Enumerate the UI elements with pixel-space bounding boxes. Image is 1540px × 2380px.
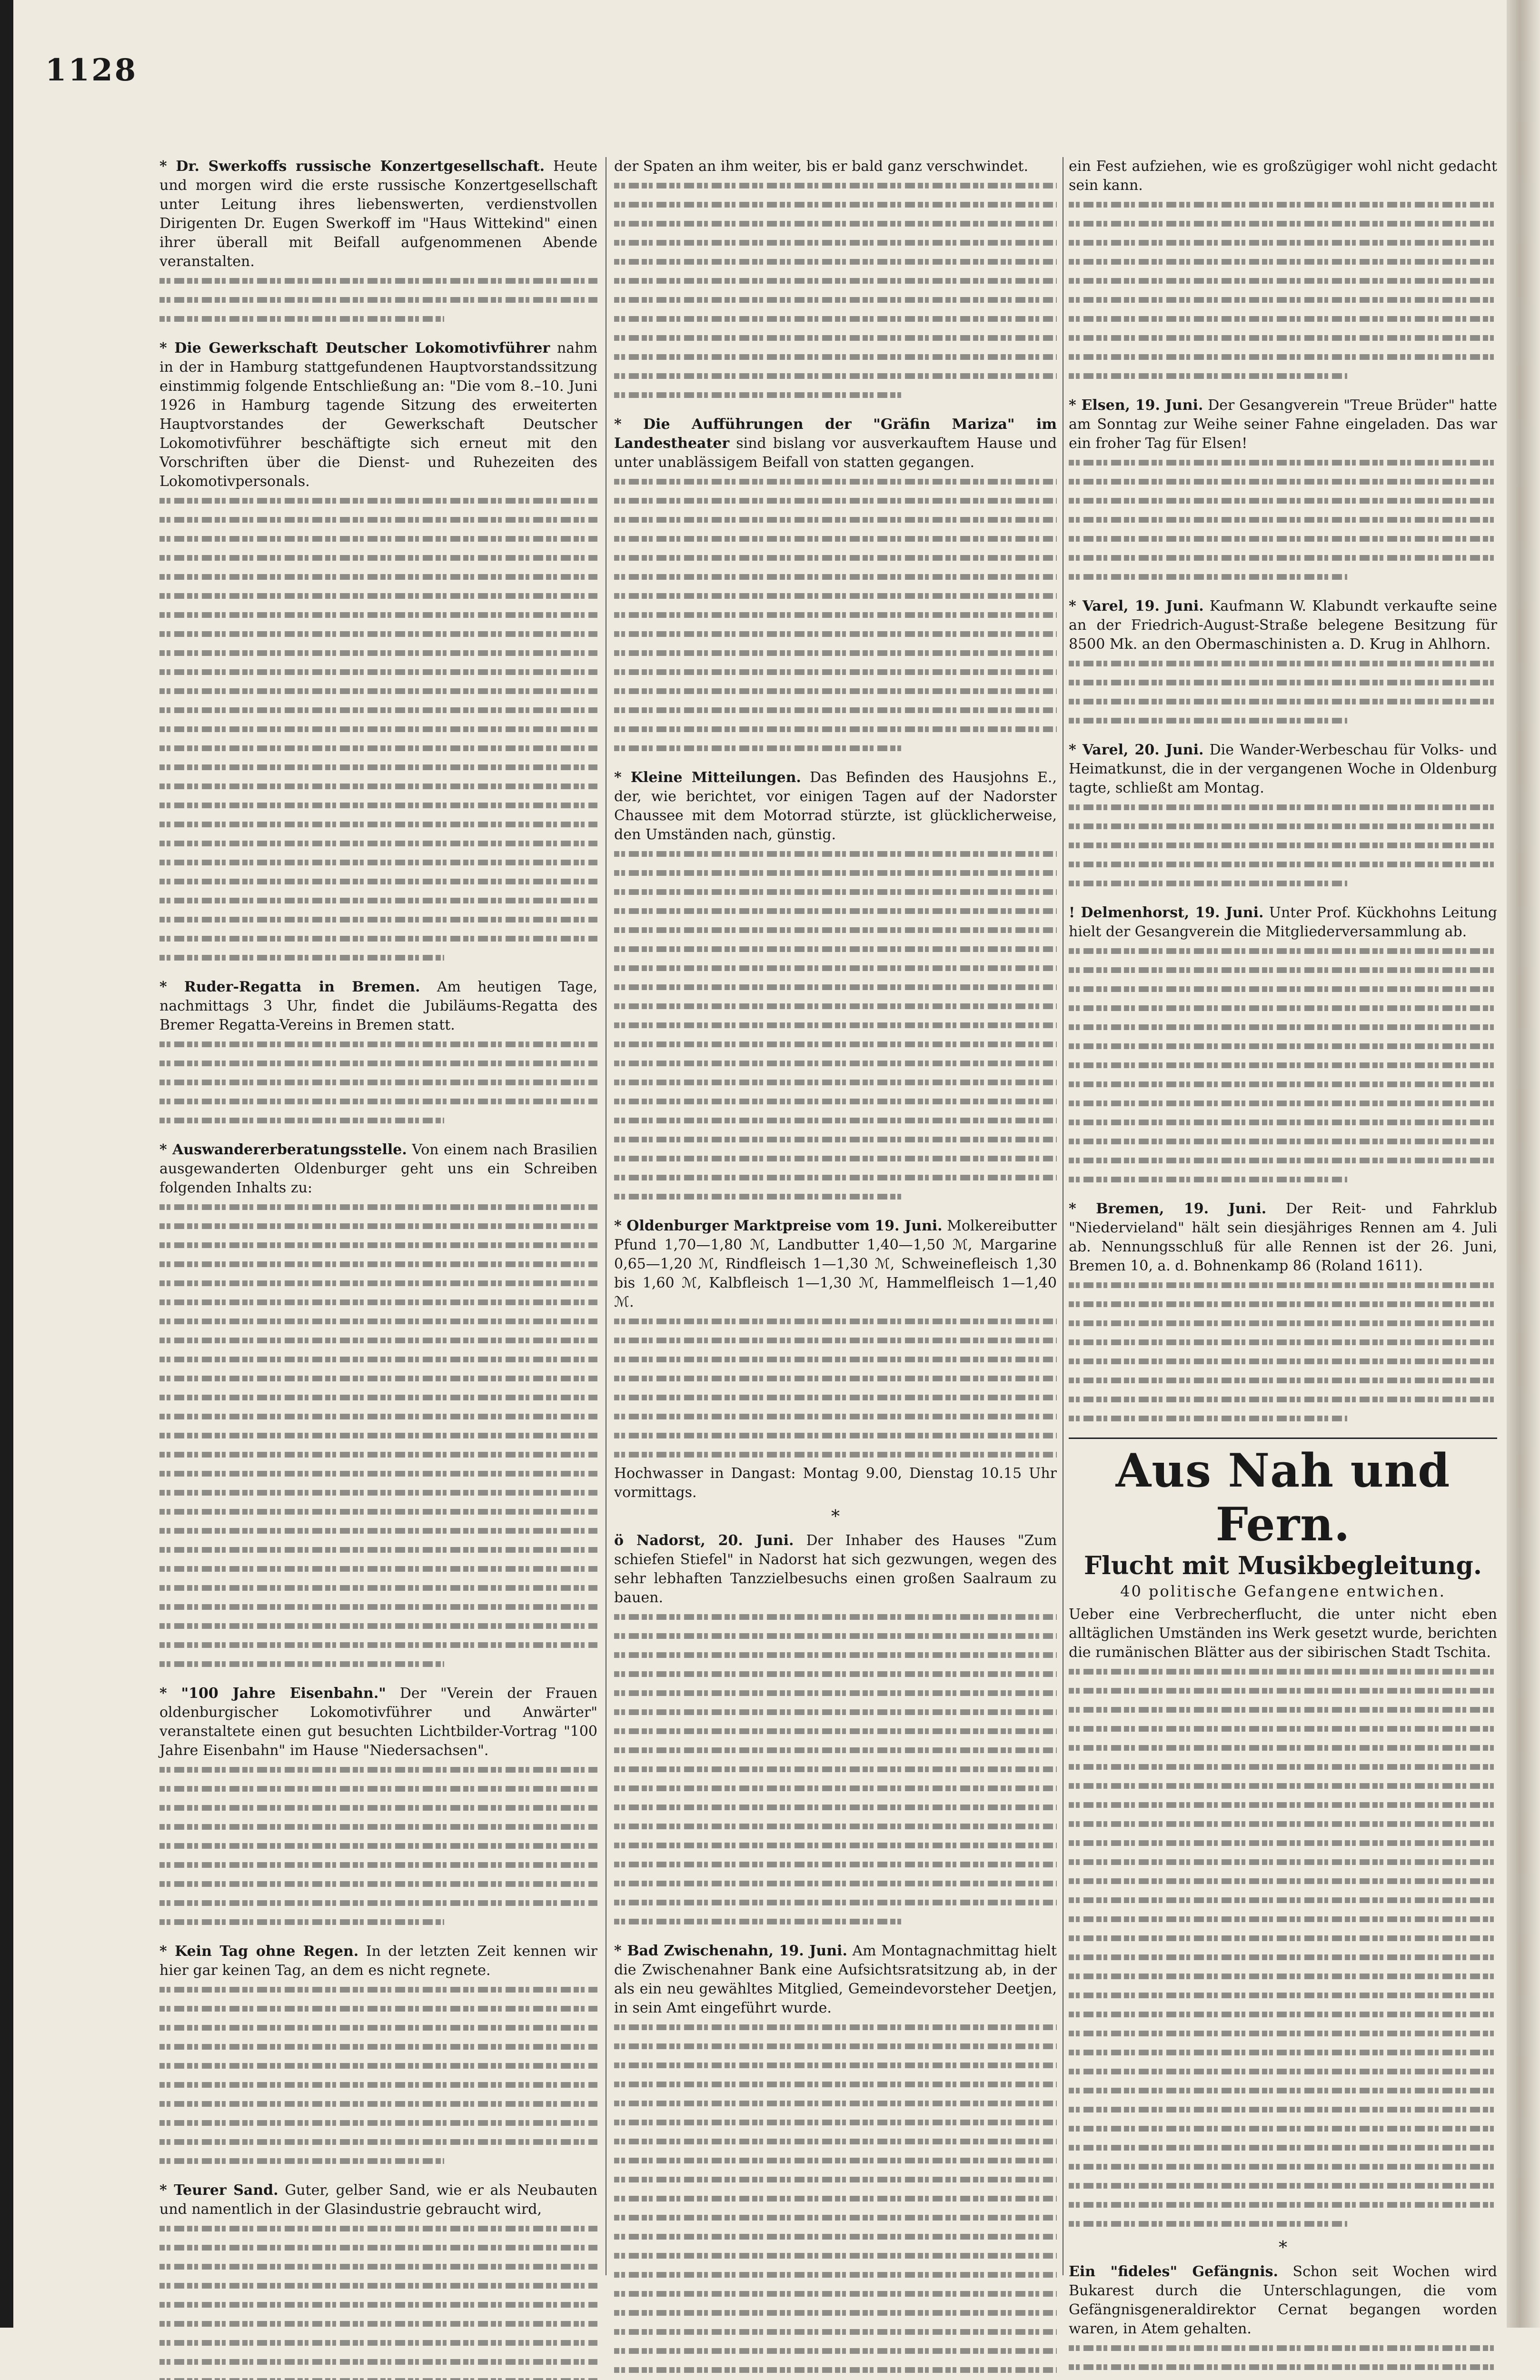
text-lines (1069, 1276, 1497, 1428)
text-lines (159, 1980, 597, 2171)
text-lines (159, 2219, 597, 2380)
separator-star: * (831, 1507, 840, 1527)
article-sand: * Teurer Sand. Guter, gelber Sand, wie er als Neubauten und namentlich in der Glasindustrie gebraucht wird, (159, 2182, 597, 2218)
scan-right-edge (1507, 0, 1540, 2328)
text-lines (1069, 2339, 1497, 2380)
text-lines (159, 271, 597, 328)
article-auswanderer: * Auswandererberatungsstelle. Von einem nach Brasilien ausgewanderten Oldenburger geht uns ein Schreiben folgenden Inhalts zu: (159, 1141, 597, 1196)
text-lines (1069, 195, 1497, 386)
article-graefin-mariza: * Die Aufführungen der "Gräfin Mariza" im Landestheater sind bislang vor ausverkauftem Hause und unter unablässigem Beifall von statten gegangen. (614, 416, 1057, 471)
article-konzert: * Dr. Swerkoffs russische Konzertgesellschaft. Heute und morgen wird die erste russische Konzertgesellschaft unter Leitung ihres liebenswerten, verdienstvollen Dirigenten Dr. Eugen Swerkoff im "Haus Wittekind" einen ihrer überall mit Beifall aufgenommenen Abende veranstalten. (159, 158, 597, 270)
text-lines (1069, 798, 1497, 893)
text-lines (614, 1312, 1057, 1464)
article-fest-continued: ein Fest aufziehen, wie es großzügiger wohl nicht gedacht sein kann. (1069, 158, 1497, 194)
article-subheadline: 40 politische Gefangene entwichen. (1120, 1582, 1446, 1600)
text-lines (614, 2018, 1057, 2380)
article-elsen: * Elsen, 19. Juni. Der Gesangverein "Treue Brüder" hatte am Sonntag zur Weihe seiner Fahne eingeladen. Das war ein froher Tag für Elsen! (1069, 397, 1497, 452)
article-marktpreise: * Oldenburger Marktpreise vom 19. Juni. Molkereibutter Pfund 1,70—1,80 ℳ, Landbutter 1,40—1,50 ℳ, Margarine 0,65—1,20 ℳ, Rindfleisch 1—1,30 ℳ, Schweinefleisch 1,30 bis 1,60 ℳ, Kalbfleisch 1—1,30 ℳ, Hammelfleisch 1—1,40 ℳ. (614, 1218, 1057, 1310)
section-title: Aus Nah und Fern. (1115, 1444, 1451, 1551)
text-lines (1069, 654, 1497, 730)
article-varel-2: * Varel, 20. Juni. Die Wander-Werbeschau für Volks- und Heimatkunst, die in der vergangenen Woche in Oldenburg tagte, schließt am Montag. (1069, 742, 1497, 796)
text-lines (1069, 942, 1497, 1189)
article-regen: * Kein Tag ohne Regen. In der letzten Zeit kennen wir hier gar keinen Tag, an dem es nicht regnete. (159, 1943, 597, 1979)
article-bremen: * Bremen, 19. Juni. Der Reit- und Fahrklub "Niedervieland" hält sein diesjähriges Rennen am 4. Juli ab. Nennungsschluß für alle Rennen ist der 26. Juni, Bremen 10, a. d. Bohnenkamp 86 (Roland 1611). (1069, 1200, 1497, 1274)
article-nadorst: ö Nadorst, 20. Juni. Der Inhaber des Hauses "Zum schiefen Stiefel" in Nadorst hat sich gezwungen, wegen des sehr lebhaften Tanzzielbesuchs einen großen Saalraum zu bauen. (614, 1532, 1057, 1606)
text-lines (1069, 1662, 1497, 2233)
article-regatta: * Ruder-Regatta in Bremen. Am heutigen Tage, nachmittags 3 Uhr, findet die Jubiläums-Regatta des Bremer Regatta-Vereins in Bremen statt. (159, 979, 597, 1033)
text-lines (159, 491, 597, 967)
text-lines (614, 472, 1057, 758)
text-lines (614, 844, 1057, 1206)
column-1 (159, 157, 597, 2275)
article-mitteilungen: * Kleine Mitteilungen. Das Befinden des Hausjohns E., der, wie berichtet, vor einigen Tagen auf der Nadorster Chaussee mit dem Motorrad stürzte, ist glücklicherweise, den Umständen nach, günstig. (614, 769, 1057, 843)
article-delmenhorst: ! Delmenhorst, 19. Juni. Unter Prof. Kückhohns Leitung hielt der Gesangverein die Mitgliederversammlung ab. (1069, 904, 1498, 940)
separator-star: * (1279, 2238, 1287, 2258)
article-varel-1: * Varel, 19. Juni. Kaufmann W. Klabundt verkaufte seine an der Friedrich-August-Straße belegene Besitzung für 8500 Mk. an den Obermaschinisten a. D. Krug in Ahlhorn. (1069, 598, 1497, 653)
text-lines (614, 176, 1057, 405)
text-lines (614, 1607, 1057, 1931)
page-number: 1128 (45, 52, 138, 88)
article-gefaengnis: Ein "fideles" Gefängnis. Schon seit Wochen wird Bukarest durch die Unterschlagungen, die vom Gefängnisgeneraldirektor Cernat begangen worden waren, in Atem gehalten. (1069, 2263, 1497, 2337)
column-2 (614, 157, 1057, 2275)
scan-left-edge (0, 0, 13, 2328)
text-lines (1069, 453, 1497, 586)
article-zwischenahn: * Bad Zwischenahn, 19. Juni. Am Montagnachmittag hielt die Zwischenahner Bank eine Aufsichtsratsitzung ab, in der als ein neu gewähltes Mitglied, Gemeindevorsteher Deetjen, in sein Amt eingeführt wurde. (614, 1943, 1057, 2016)
section-divider (1069, 1438, 1497, 1439)
article-headline: Flucht mit Musikbegleitung. (1084, 1551, 1482, 1580)
text-lines (159, 1035, 597, 1130)
text-lines (159, 1198, 597, 1674)
article-sand-continued: der Spaten an ihm weiter, bis er bald ganz verschwindet. (614, 158, 1028, 175)
text-lines (159, 1760, 597, 1932)
hochwasser-note: Hochwasser in Dangast: Montag 9.00, Dienstag 10.15 Uhr vormittags. (614, 1465, 1057, 1501)
article-lokomotivfuehrer: * Die Gewerkschaft Deutscher Lokomotivführer nahm in der in Hamburg stattgefundenen Hauptvorstandssitzung einstimmig folgende Entschließung an: "Die vom 8.–10. Juni 1926 in Hamburg tagende Sitzung des erweiterten Hauptvorstandes der Gewerkschaft Deutscher Lokomotivführer beschäftigte sich erneut mit den Vorschriften über die Dienst- und Ruhezeiten des Lokomotivpersonals. (159, 340, 597, 490)
column-3 (1069, 157, 1498, 2337)
article-eisenbahn: * "100 Jahre Eisenbahn." Der "Verein der Frauen oldenburgischer Lokomotivführer und Anwärter" veranstaltete einen gut besuchten Lichtbilder-Vortrag "100 Jahre Eisenbahn" im Hause "Niedersachsen". (159, 1685, 598, 1759)
article-flucht: Ueber eine Verbrecherflucht, die unter nicht eben alltäglichen Umständen ins Werk gesetzt wurde, berichten die rumänischen Blätter aus der sibirischen Stadt Tschita. (1069, 1606, 1497, 1661)
